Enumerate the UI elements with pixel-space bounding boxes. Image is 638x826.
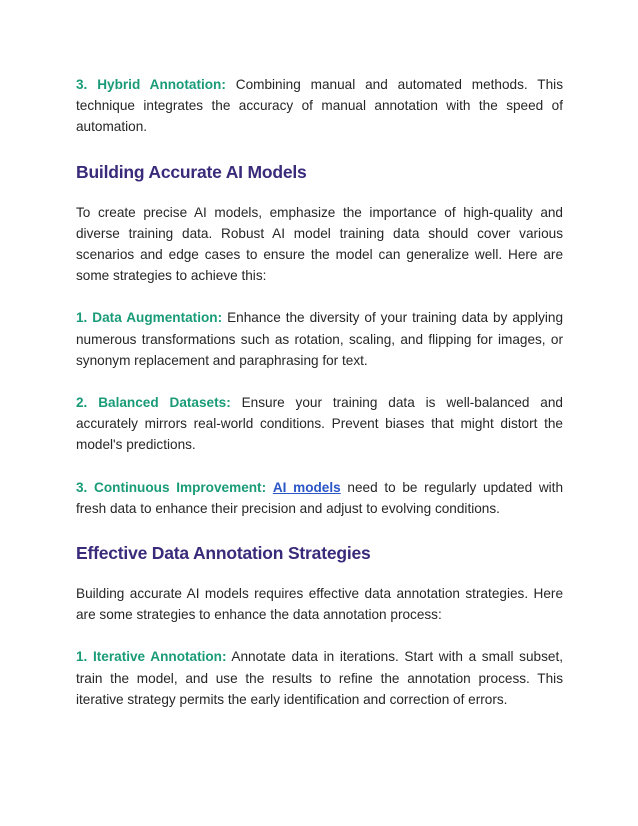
balanced-datasets-text: Ensure your training data is well-balanced and accurately mirrors real-world conditions. Prevent biases that might distort the model's predictions. <box>76 395 563 453</box>
iterative-annotation-lead: 1. Iterative Annotation: <box>76 649 227 665</box>
data-augmentation-text: Enhance the diversity of your training data by applying numerous transformations such as rotation, scaling, and flipping for images, or synonym replacement and paraphrasing for text. <box>76 310 564 368</box>
continuous-improvement-paragraph <box>76 477 563 519</box>
heading-building-accurate-ai-models: Building Accurate AI Models <box>76 161 307 182</box>
intro-paragraph-2: Building accurate AI models requires effective data annotation strategies. Here are some strategies to enhance the data annotation process: <box>76 586 563 623</box>
heading-effective-data-annotation-strategies: Effective Data Annotation Strategies <box>76 543 371 564</box>
continuous-improvement-lead: 3. Continuous Improvement: <box>76 479 267 495</box>
data-augmentation-lead: 1. Data Augmentation: <box>76 310 223 326</box>
hybrid-annotation-text: Combining manual and automated methods. This technique integrates the accuracy of manual annotation with the speed of automation. <box>76 77 563 135</box>
document-page <box>76 74 563 710</box>
hybrid-annotation-lead: 3. Hybrid Annotation: <box>76 77 226 92</box>
hybrid-annotation-paragraph <box>76 74 563 138</box>
intro-paragraph-1: To create precise AI models, emphasize the importance of high-quality and diverse training data. Robust AI model training data should cover various scenarios and edge cases to ensure the model can generalize well. Here are some strategies to achieve this: <box>76 204 563 284</box>
data-augmentation-paragraph <box>76 307 563 371</box>
balanced-datasets-lead: 2. Balanced Datasets: <box>76 395 231 411</box>
continuous-improvement-text: need to be regularly updated with fresh data to enhance their precision and adjust to evolving conditions. <box>76 479 564 516</box>
iterative-annotation-text: Annotate data in iterations. Start with a small subset, train the model, and use the results to refine the annotation process. This iterative strategy permits the early identification and correction of errors. <box>76 649 563 707</box>
ai-models-link[interactable]: AI models <box>272 479 341 495</box>
iterative-annotation-paragraph <box>76 646 563 710</box>
balanced-datasets-paragraph <box>76 392 563 456</box>
